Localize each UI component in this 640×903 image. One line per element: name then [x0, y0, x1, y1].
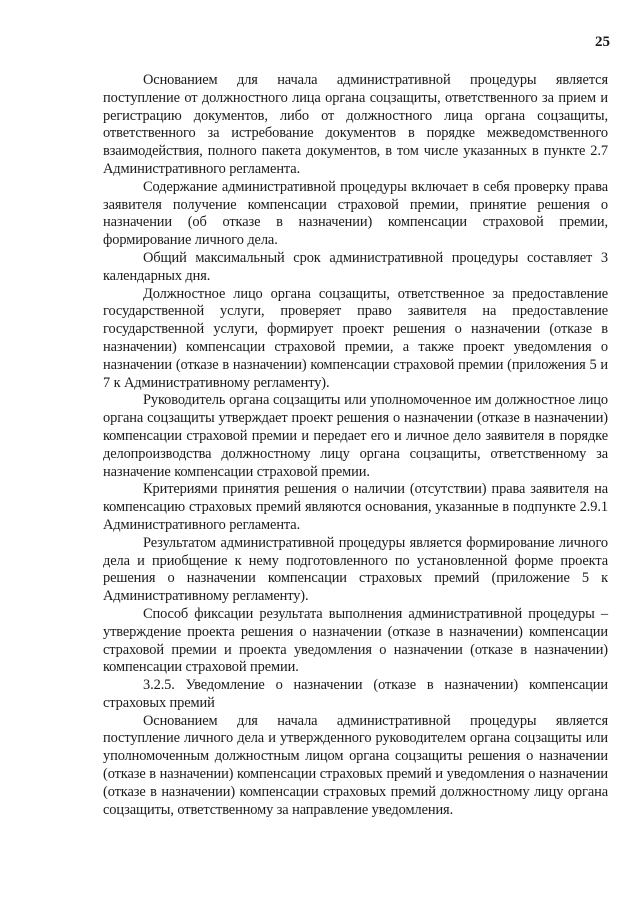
- document-body: [103, 72, 608, 819]
- paragraph-result-recording: Способ фиксации результата выполнения административной процедуры – утверждение проекта решения о назначении (отказе в назначении) компенсации страховой премии и проекта уведомления о назначении (отказе в назначении) компенсации страховой премии.: [103, 605, 608, 676]
- paragraph-max-term: Общий максимальный срок административной процедуры составляет 3 календарных дня.: [103, 249, 608, 284]
- paragraph-procedure-basis: Основанием для начала административной процедуры является поступление от должностного лица органа соцзащиты, ответственного за прием и регистрацию документов, либо от должностного лица органа соцзащиты, ответственного за истребование документов в порядке межведомственного взаимодействия, полного пакета документов, в том числе указанных в пункте 2.7 Административного регламента.: [103, 72, 608, 177]
- paragraph-notification-basis: Основанием для начала административной процедуры является поступление личного дела и утвержденного руководителем органа соцзащиты или уполномоченным должностным лицом органа соцзащиты решения о назначении (отказе в назначении) компенсации страховых премий и уведомления о назначении (отказе в назначении) компенсации страховых премий должностному лицу органа соцзащиты, ответственному за направление уведомления.: [103, 712, 608, 818]
- paragraph-decision-criteria: Критериями принятия решения о наличии (отсутствии) права заявителя на компенсацию страховых премий являются основания, указанные в подпункте 2.9.1 Административного регламента.: [103, 481, 608, 533]
- paragraph-head-approves: Руководитель органа соцзащиты или уполномоченное им должностное лицо органа соцзащиты утверждает проект решения о назначении (отказе в назначении) компенсации страховой премии и передает его и личное дело заявителя в порядке делопроизводства должностному лицу органа соцзащиты, ответственному за назначение компенсации страховой премии.: [103, 392, 608, 480]
- paragraph-procedure-content: Содержание административной процедуры включает в себя проверку права заявителя получение компенсации страховой премии, принятие решения о назначении (об отказе в назначении) компенсации страховой премии, формирование личного дела.: [103, 178, 608, 249]
- paragraph-procedure-result: Результатом административной процедуры является формирование личного дела и приобщение к нему подготовленного по установленной форме проекта решения о назначении компенсации страховых премий (приложение 5 к Административному регламенту).: [103, 534, 608, 605]
- paragraph-official-checks: Должностное лицо органа соцзащиты, ответственное за предоставление государственной услуги, проверяет право заявителя на предоставление государственной услуги, формирует проект решения о назначении (отказе в назначении) компенсации страховой премии, а также проект уведомления о назначении (отказе в назначении) компенсации страховой премии (приложения 5 и 7 к Административному регламенту).: [103, 285, 608, 391]
- section-heading-3-2-5: 3.2.5. Уведомление о назначении (отказе в назначении) компенсации страховых премий: [103, 677, 608, 711]
- page-number: 25: [595, 34, 610, 50]
